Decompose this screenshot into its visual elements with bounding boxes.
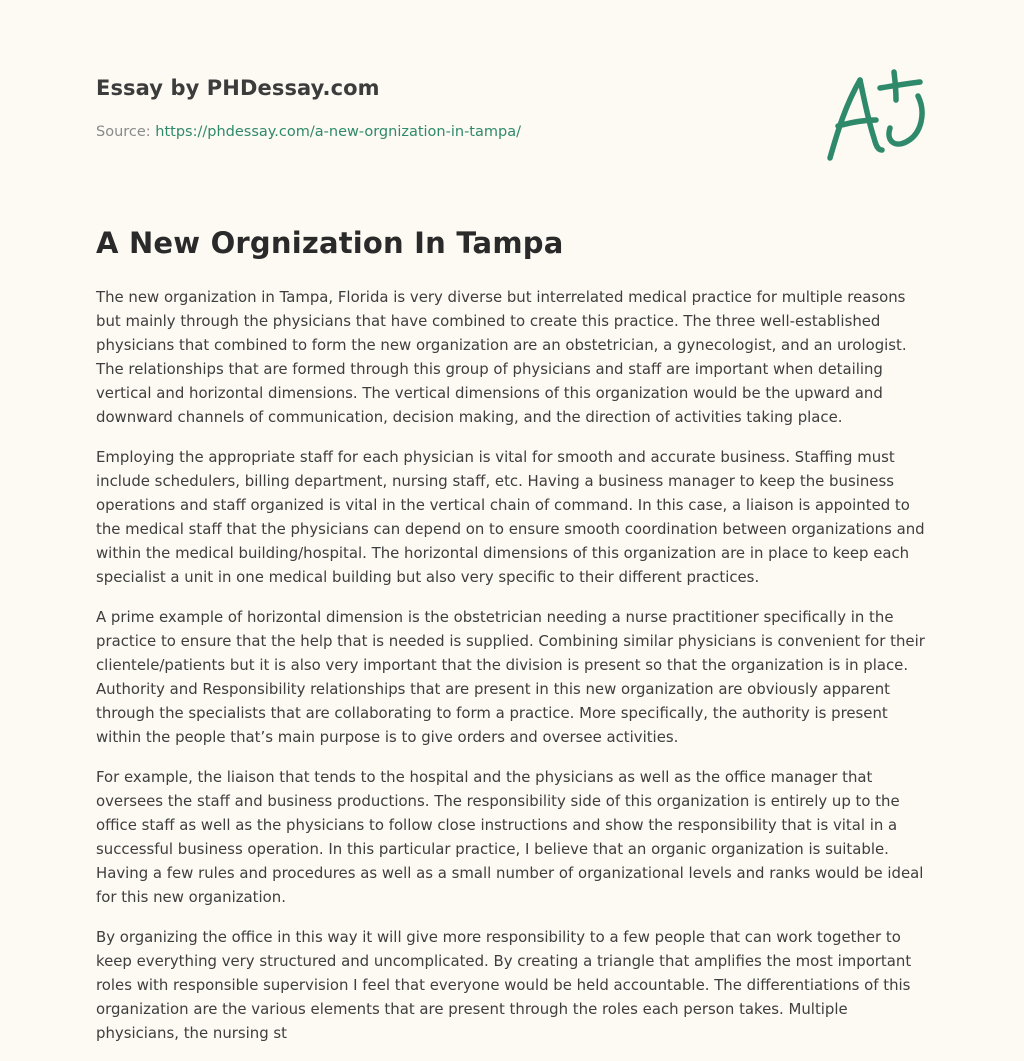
- essay-paragraph: The new organization in Tampa, Florida is very diverse but interrelated medical practice for multiple reasons but mainly through the physicians that have combined to create this practice. The three well-established physicians that combined to form the new organization are an obstetrician, a gynecologist, and an urologist. The relationships that are formed through this group of physicians and staff are important when detailing vertical and horizontal dimensions. The vertical dimensions of this organization would be the upward and downward channels of communication, decision making, and the direction of activities taking place.: [96, 288, 907, 426]
- page-header: [96, 0, 928, 200]
- essay-paragraph: For example, the liaison that tends to the hospital and the physicians as well as the office manager that oversees the staff and business productions. The responsibility side of this organization is entirely up to the office staff as well as the physicians to follow close instructions and show the responsibility that is vital in a successful business operation. In this particular practice, I believe that an organic organization is suitable. Having a few rules and procedures as well as a small number of organizational levels and ranks would be ideal for this new organization.: [96, 768, 924, 906]
- site-title: Essay by PHDessay.com: [96, 76, 380, 100]
- source-line: [96, 124, 521, 140]
- essay-paragraph: A prime example of horizontal dimension is the obstetrician needing a nurse practitioner specifically in the practice to ensure that the help that is needed is supplied. Combining similar physicians is convenient for their clientele/patients but it is also very important that the division is present so that the organization is in place. Authority and Responsibility relationships that are present in this new organization are obviously apparent through the specialists that are collaborating to form a practice. More specifically, the authority is present within the people that’s main purpose is to give orders and oversee activities.: [96, 608, 925, 746]
- essay-paragraph: Employing the appropriate staff for each physician is vital for smooth and accurate business. Staffing must include schedulers, billing department, nursing staff, etc. Having a business manager to keep the business operations and staff organized is vital in the vertical chain of command. In this case, a liaison is appointed to the medical staff that the physicians can depend on to ensure smooth coordination between organizations and within the medical building/hospital. The horizontal dimensions of this organization are in place to keep each specialist a unit in one medical building but also very specific to their different practices.: [96, 448, 925, 586]
- a-plus-logo-icon: [824, 68, 928, 164]
- essay-body: [96, 285, 928, 1061]
- essay-paragraph: By organizing the office in this way it will give more responsibility to a few people that can work together to keep everything very structured and uncomplicated. By creating a triangle that amplifies the most important roles with responsible supervision I feel that everyone would be held accountable. The differentiations of this organization are the various elements that are present through the roles each person takes. Multiple physicians, the nursing st: [96, 928, 912, 1042]
- essay-title: A New Orgnization In Tampa: [96, 226, 564, 260]
- source-label: Source:: [96, 124, 151, 140]
- essay-page: [96, 0, 928, 1042]
- source-link[interactable]: https://phdessay.com/a-new-orgnization-in-tampa/: [155, 124, 521, 140]
